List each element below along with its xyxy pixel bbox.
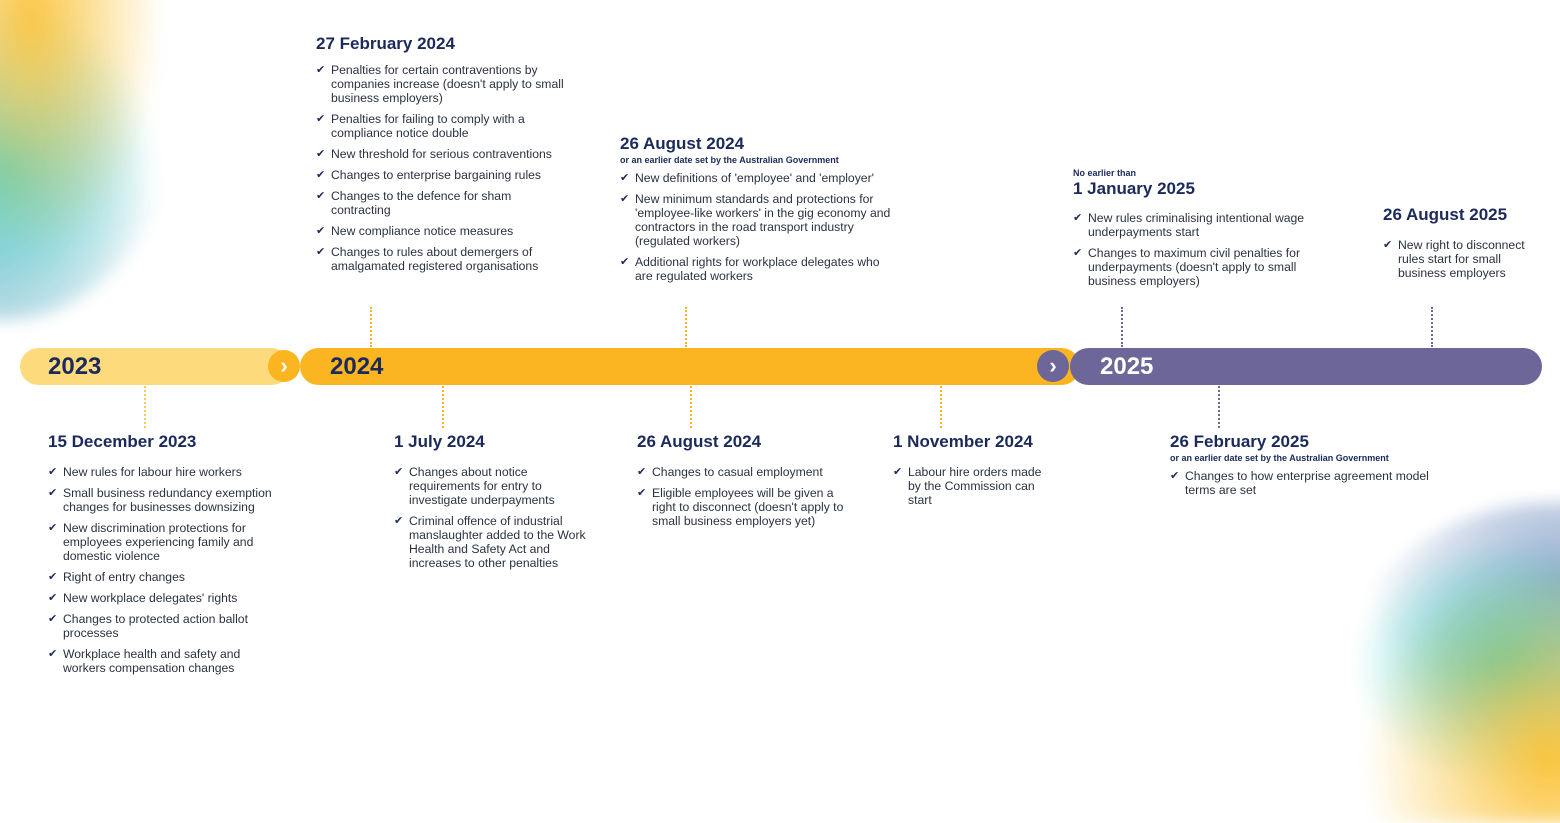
check-icon: ✔	[48, 487, 58, 499]
list-item-text: New definitions of 'employee' and 'employer'	[635, 171, 874, 185]
list-item-text: Right of entry changes	[63, 570, 185, 584]
event-27-feb-2024	[316, 34, 566, 280]
check-icon: ✔	[637, 466, 647, 478]
list-item	[48, 521, 273, 563]
list-item-text: New compliance notice measures	[331, 224, 514, 238]
check-icon: ✔	[316, 246, 326, 258]
event-list	[637, 465, 847, 528]
check-icon: ✔	[620, 256, 630, 268]
list-item	[48, 465, 273, 479]
list-item	[893, 465, 1043, 507]
connector-aug-2024-bottom	[690, 386, 692, 428]
list-item	[1170, 469, 1440, 497]
connector-nov-2024	[940, 386, 942, 428]
timeline-bar-2023	[20, 348, 290, 385]
event-date: 1 July 2024	[394, 432, 485, 451]
list-item-text: New discrimination protections for employees experiencing family and domestic violence	[63, 521, 254, 563]
list-item	[1073, 211, 1308, 239]
event-26-aug-2025	[1383, 205, 1533, 287]
list-item	[620, 192, 900, 248]
year-label-2023: 2023	[48, 353, 102, 380]
event-list	[394, 465, 599, 570]
list-item-text: New rules for labour hire workers	[63, 465, 242, 479]
check-icon: ✔	[48, 466, 58, 478]
list-item	[48, 570, 273, 584]
list-item-text: Penalties for failing to comply with a compliance notice double	[331, 112, 525, 140]
event-26-feb-2025	[1170, 432, 1440, 504]
event-1-nov-2024	[893, 432, 1043, 514]
list-item-text: Additional rights for workplace delegates who are regulated workers	[635, 255, 880, 283]
event-1-jan-2025	[1073, 168, 1308, 295]
list-item	[316, 245, 566, 273]
event-prefix: No earlier than	[1073, 168, 1137, 178]
event-list	[316, 63, 566, 273]
list-item-text: Penalties for certain contraventions by companies increase (doesn't apply to small business employers)	[331, 63, 564, 105]
event-list	[1383, 238, 1533, 280]
decorative-gradient-top-left	[0, 0, 200, 320]
event-subtitle: or an earlier date set by the Australian Government	[1170, 453, 1389, 463]
list-item	[620, 171, 900, 185]
list-item	[48, 647, 273, 675]
check-icon: ✔	[48, 571, 58, 583]
check-icon: ✔	[48, 522, 58, 534]
list-item	[637, 486, 847, 528]
list-item-text: Eligible employees will be given a right to disconnect (doesn't apply to small business employers yet)	[652, 486, 844, 528]
list-item	[48, 591, 273, 605]
event-date: 26 February 2025	[1170, 432, 1309, 451]
list-item-text: New right to disconnect rules start for small business employers	[1398, 238, 1525, 280]
list-item-text: Changes to enterprise bargaining rules	[331, 168, 542, 182]
list-item-text: Workplace health and safety and workers compensation changes	[63, 647, 241, 675]
event-15-dec-2023	[48, 432, 273, 682]
list-item-text: Changes about notice requirements for entry to investigate underpayments	[409, 465, 555, 507]
check-icon: ✔	[316, 225, 326, 237]
list-item	[48, 612, 273, 640]
event-26-aug-2024-top	[620, 134, 900, 290]
chevron-right-icon: ›	[1037, 350, 1069, 382]
check-icon: ✔	[316, 148, 326, 160]
connector-feb-2025	[1218, 386, 1220, 428]
list-item-text: Changes to casual employment	[652, 465, 823, 479]
list-item	[316, 147, 566, 161]
check-icon: ✔	[48, 613, 58, 625]
list-item	[620, 255, 900, 283]
check-icon: ✔	[1170, 470, 1180, 482]
list-item	[1383, 238, 1533, 280]
check-icon: ✔	[620, 172, 630, 184]
list-item	[394, 514, 599, 570]
list-item-text: Changes to maximum civil penalties for underpayments (doesn't apply to small business employers)	[1088, 246, 1301, 288]
event-date: 26 August 2025	[1383, 205, 1508, 224]
list-item	[316, 224, 566, 238]
list-item	[316, 63, 566, 105]
event-date: 15 December 2023	[48, 432, 197, 451]
list-item	[316, 112, 566, 140]
list-item-text: New workplace delegates' rights	[63, 591, 238, 605]
event-list	[1073, 211, 1308, 288]
list-item	[48, 486, 273, 514]
check-icon: ✔	[1073, 212, 1083, 224]
check-icon: ✔	[637, 487, 647, 499]
event-date: 26 August 2024	[620, 134, 745, 153]
list-item-text: Criminal offence of industrial manslaughter added to the Work Health and Safety Act and increases to other penalties	[409, 514, 586, 570]
connector-aug-2024-top	[685, 307, 687, 347]
event-1-jul-2024	[394, 432, 599, 577]
list-item-text: Changes to protected action ballot processes	[63, 612, 248, 640]
check-icon: ✔	[316, 190, 326, 202]
connector-dec-2023	[144, 386, 146, 428]
list-item-text: Labour hire orders made by the Commission can start	[908, 465, 1042, 507]
list-item-text: Changes to how enterprise agreement model terms are set	[1185, 469, 1429, 497]
event-date: 26 August 2024	[637, 432, 762, 451]
check-icon: ✔	[1073, 247, 1083, 259]
list-item-text: New threshold for serious contraventions	[331, 147, 552, 161]
connector-aug-2025	[1431, 307, 1433, 347]
list-item-text: Changes to the defence for sham contracting	[331, 189, 512, 217]
list-item-text: Changes to rules about demergers of amalgamated registered organisations	[331, 245, 539, 273]
check-icon: ✔	[316, 113, 326, 125]
list-item	[1073, 246, 1308, 288]
check-icon: ✔	[394, 515, 404, 527]
list-item-text: New minimum standards and protections for 'employee-like workers' in the gig economy and contractors in the road transport industry (regulated workers)	[635, 192, 891, 248]
check-icon: ✔	[620, 193, 630, 205]
connector-jul-2024	[442, 386, 444, 428]
list-item	[637, 465, 847, 479]
check-icon: ✔	[316, 64, 326, 76]
event-list	[620, 171, 900, 283]
year-label-2025: 2025	[1100, 353, 1154, 380]
event-26-aug-2024-bottom	[637, 432, 847, 535]
list-item	[394, 465, 599, 507]
event-date: 1 January 2025	[1073, 179, 1195, 198]
list-item	[316, 189, 566, 217]
list-item-text: Small business redundancy exemption changes for businesses downsizing	[63, 486, 272, 514]
list-item	[316, 168, 566, 182]
check-icon: ✔	[394, 466, 404, 478]
check-icon: ✔	[48, 592, 58, 604]
list-item-text: New rules criminalising intentional wage underpayments start	[1088, 211, 1305, 239]
year-label-2024: 2024	[330, 353, 384, 380]
connector-jan-2025	[1121, 307, 1123, 347]
event-list	[1170, 469, 1440, 497]
timeline-bar-2025	[1070, 348, 1542, 385]
event-date: 27 February 2024	[316, 34, 455, 53]
check-icon: ✔	[316, 169, 326, 181]
check-icon: ✔	[48, 648, 58, 660]
decorative-gradient-bottom-right	[1310, 503, 1560, 823]
event-date: 1 November 2024	[893, 432, 1033, 451]
chevron-right-icon: ›	[268, 350, 300, 382]
check-icon: ✔	[893, 466, 903, 478]
event-list	[48, 465, 273, 675]
event-list	[893, 465, 1043, 507]
connector-feb-2024	[370, 307, 372, 347]
event-subtitle: or an earlier date set by the Australian Government	[620, 155, 839, 165]
timeline-bar-2024	[300, 348, 1080, 385]
check-icon: ✔	[1383, 239, 1393, 251]
